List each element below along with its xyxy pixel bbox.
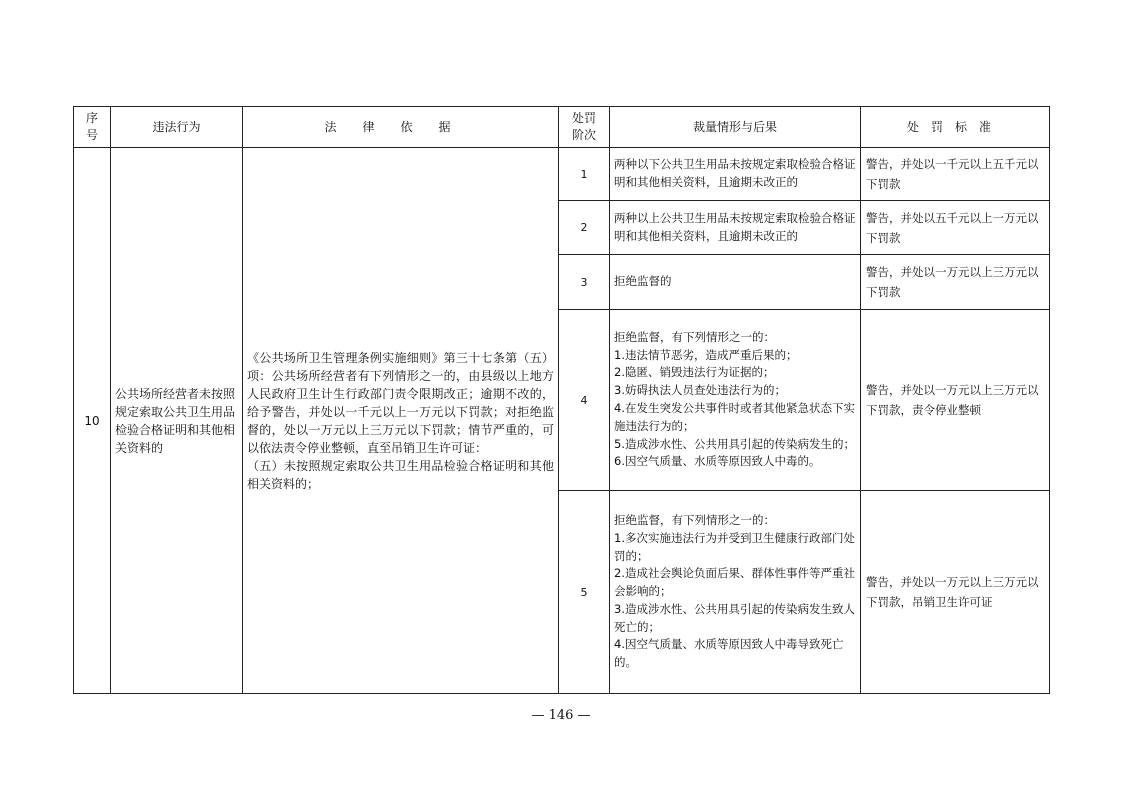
header-standard bbox=[861, 107, 1050, 148]
tier-circumstance-line: 3.妨碍执法人员查处违法行为的； bbox=[614, 383, 786, 398]
tier-circumstance-line: 2.隐匿、销毁违法行为证据的； bbox=[614, 365, 775, 380]
header-stage bbox=[559, 107, 610, 148]
page-number: — 146 — bbox=[531, 708, 591, 723]
header-violation: 违法行为 bbox=[111, 107, 243, 148]
table-row bbox=[74, 148, 1050, 201]
tier-circumstance-line: 4.在发生突发公共事件时或者其他紧急状态下实施违法行为的； bbox=[614, 401, 855, 433]
tier-circumstance-line: 两种以下公共卫生用品未按规定索取检验合格证明和其他相关资料，且逾期未改正的 bbox=[614, 157, 856, 189]
legal-basis-paragraph: 《公共场所卫生管理条例实施细则》第三十七条第（五）项：公共场所经营者有下列情形之一的，由县级以上地方人民政府卫生计生行政部门责令限期改正；逾期不改的，给予警告，并处以一千元以上一万元以下罚款；对拒绝监督的，处以一万元以上三万元以下罚款；情节严重的，可以依法责令停业整顿，直至吊销卫生许可证： bbox=[247, 350, 554, 455]
tier-circumstance-line: 拒绝监督的 bbox=[614, 274, 672, 289]
tier-penalty: 警告，并处以一千元以上五千元以下罚款 bbox=[861, 148, 1050, 201]
tier-circumstance-line: 2.造成社会舆论负面后果、群体性事件等严重社会影响的； bbox=[614, 566, 855, 599]
tier-circumstances bbox=[610, 255, 861, 310]
header-row bbox=[74, 107, 1050, 148]
tier-penalty: 警告，并处以一万元以上三万元以下罚款，责令停业整顿 bbox=[861, 310, 1050, 491]
tier-circumstance-line: 两种以上公共卫生用品未按规定索取检验合格证明和其他相关资料，且逾期未改正的 bbox=[614, 210, 856, 243]
header-standard-text: 处罚标准 bbox=[906, 119, 1003, 134]
tier-circumstance-line: 1.多次实施违法行为并受到卫生健康行政部门处罚的； bbox=[614, 530, 855, 563]
tier-penalty: 警告，并处以一万元以上三万元以下罚款 bbox=[861, 255, 1050, 310]
tier-circumstance-line: 3.造成涉水性、公共用具引起的传染病发生致人死亡的； bbox=[614, 601, 855, 634]
legal-basis-item: （五）未按照规定索取公共卫生用品检验合格证明和其他相关资料的； bbox=[247, 458, 554, 491]
tier-circumstance-line: 5.造成涉水性、公共用具引起的传染病发生的； bbox=[614, 436, 855, 451]
tier-circumstance-line: 6.因空气质量、水质等原因致人中毒的。 bbox=[614, 454, 821, 469]
tier-stage: 4 bbox=[559, 310, 610, 491]
header-legal-basis bbox=[243, 107, 559, 148]
entry-violation: 公共场所经营者未按照规定索取公共卫生用品检验合格证明和其他相关资料的 bbox=[111, 148, 243, 694]
tier-stage: 5 bbox=[559, 491, 610, 694]
header-seq bbox=[74, 107, 111, 148]
tier-penalty: 警告，并处以五千元以上一万元以下罚款 bbox=[861, 201, 1050, 255]
header-circumstances: 裁量情形与后果 bbox=[610, 107, 861, 148]
tier-circumstances bbox=[610, 201, 861, 255]
header-seq-text: 序号 bbox=[85, 111, 98, 142]
penalty-table bbox=[73, 106, 1050, 694]
tier-circumstances bbox=[610, 310, 861, 491]
tier-circumstance-line: 拒绝监督，有下列情形之一的： bbox=[614, 329, 775, 344]
tier-stage: 3 bbox=[559, 255, 610, 310]
tier-circumstance-line: 1.违法情节恶劣，造成严重后果的； bbox=[614, 347, 798, 362]
entry-seq: 10 bbox=[74, 148, 111, 694]
entry-legal-basis bbox=[243, 148, 559, 694]
tier-circumstances bbox=[610, 491, 861, 694]
header-stage-text: 处罚阶次 bbox=[571, 111, 596, 142]
tier-circumstances bbox=[610, 148, 861, 201]
tier-stage: 2 bbox=[559, 201, 610, 255]
header-legal-basis-text: 法律依据 bbox=[324, 119, 477, 134]
tier-stage: 1 bbox=[559, 148, 610, 201]
tier-circumstance-line: 4.因空气质量、水质等原因致人中毒导致死亡的。 bbox=[614, 637, 844, 670]
tier-penalty: 警告，并处以一万元以上三万元以下罚款，吊销卫生许可证 bbox=[861, 491, 1050, 694]
tier-circumstance-line: 拒绝监督，有下列情形之一的： bbox=[614, 512, 775, 527]
